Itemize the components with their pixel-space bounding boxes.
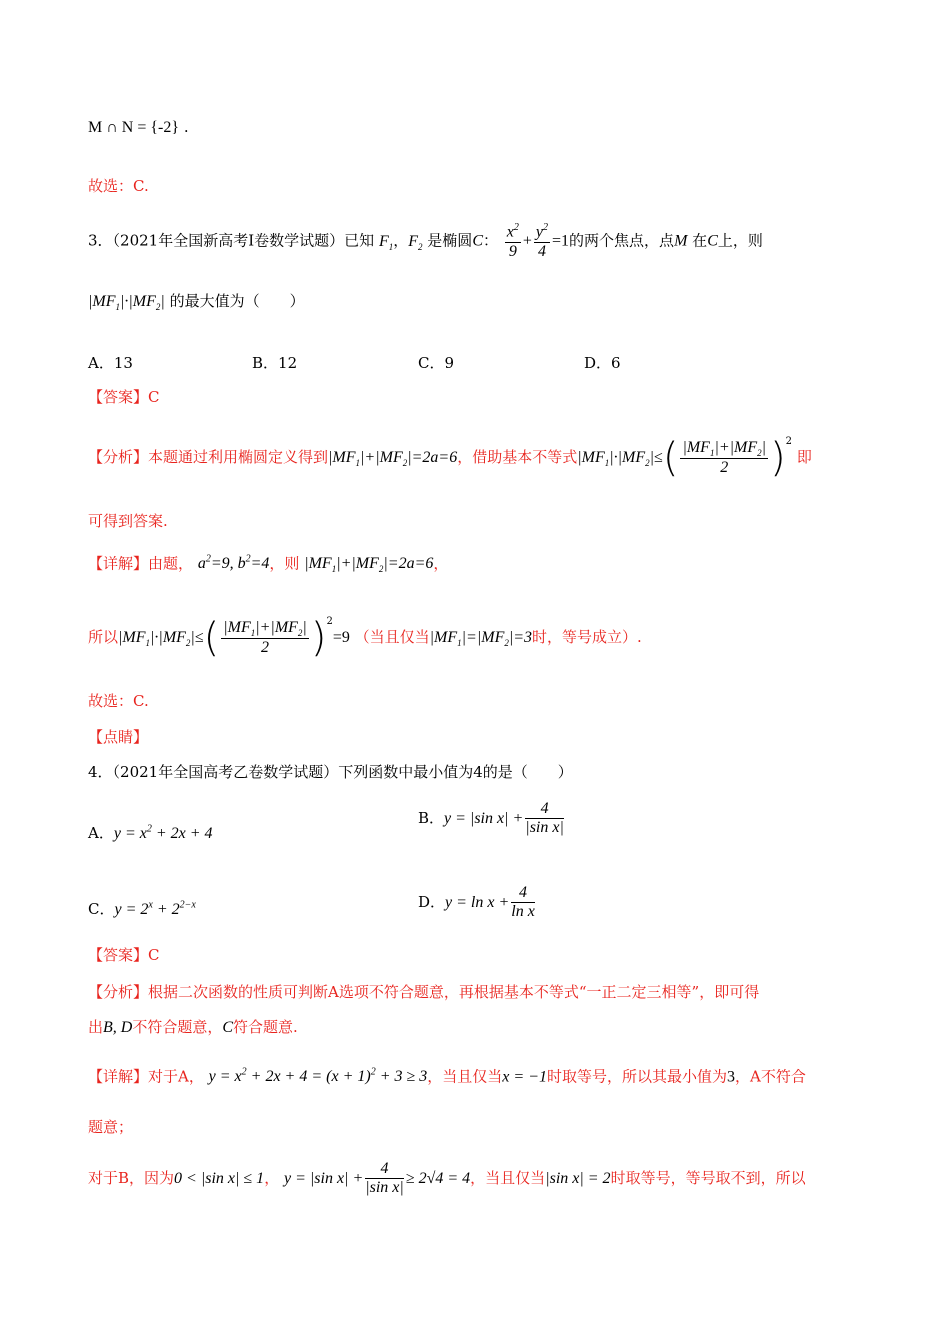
q3-stem: 3．（2021年全国新高考I卷数学试题）已知 $F_1$，$F_2$ 是椭圆C： $\frac{x^2}{9}$ + $\frac{y^2}{4}$ =1的两个焦点，点M 在C上，则 [88, 222, 763, 260]
q2-choice: 故选：C. [88, 177, 149, 195]
q4-analysis-2: 出B, D不符合题意，C符合题意. [88, 1018, 298, 1036]
q3-option-b: B．12 [252, 354, 298, 372]
q3-option-d: D．6 [584, 354, 621, 372]
q3-option-c: C．9 [418, 354, 455, 372]
q3-text-e: 的最大值为（ ） [169, 292, 305, 310]
q4-option-a: A．$y = x^2 + 2x + 4$ [88, 823, 213, 842]
set-result-line: M ∩ N = {-2} . [88, 118, 189, 136]
q3-text-b: 的两个焦点，点 [569, 231, 675, 250]
q3-text-d: 上，则 [717, 231, 763, 250]
q4-answer: 【答案】C [88, 946, 160, 964]
q3-choice: 故选：C. [88, 692, 149, 710]
ellipse-y-term: $\frac{y^2}{4}$ [535, 222, 549, 260]
q3-option-a: A．13 [88, 354, 133, 372]
q4-analysis: 【分析】根据二次函数的性质可判断A选项不符合题意，再根据基本不等式“一正二定三相等”，即可得 [88, 983, 760, 1001]
q4-detail-a-2: 题意； [88, 1118, 134, 1136]
q4-option-b: B．y = |sin x| + $\frac{4}{\text{|sin x|}}$ [418, 800, 564, 837]
q4-option-d: D．y = ln x + $\frac{4}{\text{ln x}}$ [418, 884, 535, 921]
q3-answer: 【答案】C [88, 388, 160, 406]
q3-text-a: 是椭圆 [427, 231, 473, 250]
set-result: M ∩ N = {-2} [88, 119, 180, 136]
ellipse-x-term: $\frac{x^2}{9}$ [506, 222, 519, 260]
q3-comment: 【点睛】 [88, 728, 149, 746]
q3-detail: 【详解】由题， $a^2=9$, $b^2=4$，则 $|MF_1|+|MF_2|=2a=6$， [88, 554, 449, 575]
q3-stem-2: $|MF_1|\cdot|MF_2|$ 的最大值为（ ） [88, 292, 305, 313]
q3-detail-2: 所以$|MF_1|\cdot|MF_2|\le$( $\frac{|MF_1|+|MF_2|}{2}$ )$^2$=9 （当且仅当$|MF_1|=|MF_2|=3$时，等号成立）. [88, 615, 642, 661]
q4-detail-a: 【详解】对于A， $y = x^2 + 2x + 4 = (x + 1)^2 + 3 \ge 3$，当且仅当x = −1时取等号，所以其最小值为3，A不符合 [88, 1067, 806, 1086]
q4-stem: 4．（2021年全国高考乙卷数学试题）下列函数中最小值为4的是（ ） [88, 763, 573, 781]
q3-number: 3． [88, 231, 113, 250]
q3-analysis-2: 可得到答案. [88, 512, 168, 530]
q3-analysis: 【分析】本题通过利用椭圆定义得到$|MF_1|+|MF_2|=2a=6$，借助基本不等式$|MF_1|\cdot|MF_2|\le$( $\frac{|MF_1|+|MF_2|}{2}$ )$^2$ 即 [88, 435, 812, 481]
q3-source: （2021年全国新高考I卷数学试题）已知 [112, 231, 375, 250]
q3-text-c: 在 [692, 231, 708, 250]
q4-option-c: C．$y = 2^x + 2^{2-x}$ [88, 899, 196, 918]
q4-detail-b: 对于B，因为0 < |sin x| ≤ 1， y = |sin x| + $\frac{4}{\text{|sin x|}}$ ≥ 2√4 = 4，当且仅当|sin x| = 2时取等号，等号取不到，所以 [88, 1160, 806, 1197]
